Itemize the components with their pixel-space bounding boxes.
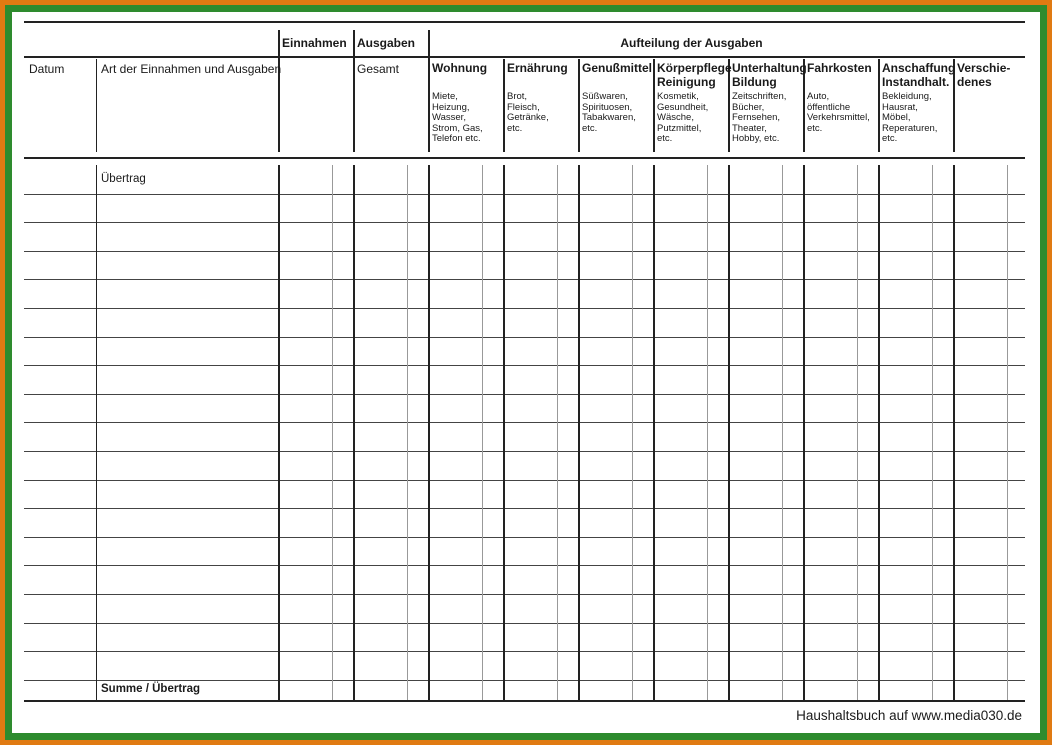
col-line-cents bbox=[407, 165, 408, 700]
col-line-cents bbox=[557, 165, 558, 700]
col-line-cents bbox=[482, 165, 483, 700]
top-rule bbox=[24, 21, 1025, 23]
col-line-art bbox=[96, 59, 97, 152]
col-line-ausgaben bbox=[353, 30, 355, 152]
header-rule bbox=[24, 56, 1025, 58]
row-line bbox=[24, 651, 1025, 652]
category-description bbox=[507, 92, 581, 134]
col-line-cents bbox=[932, 165, 933, 700]
row-line bbox=[24, 222, 1025, 223]
row-line bbox=[24, 365, 1025, 366]
category-title-line: Wohnung bbox=[432, 61, 488, 75]
footer-credit: Haushaltsbuch auf www.media030.de bbox=[796, 708, 1022, 723]
category-description bbox=[582, 92, 656, 134]
table-header-bottom-rule bbox=[24, 157, 1025, 159]
col-line-cents bbox=[332, 165, 333, 700]
category-title-line: Körperpflege bbox=[657, 61, 732, 75]
header-art: Art der Einnahmen und Ausgaben bbox=[101, 62, 282, 76]
category-description-line: Wasser, bbox=[432, 112, 466, 124]
row-line bbox=[24, 508, 1025, 509]
category-title bbox=[807, 61, 881, 75]
category-description-line: Hobby, etc. bbox=[732, 133, 780, 145]
col-line-cents bbox=[1007, 165, 1008, 700]
row-line bbox=[24, 537, 1025, 538]
category-description-line: Tabakwaren, bbox=[582, 112, 636, 124]
category-header bbox=[657, 61, 731, 145]
row-line bbox=[24, 451, 1025, 452]
category-title-line: Instandhalt. bbox=[882, 75, 950, 89]
category-title bbox=[582, 61, 656, 75]
header-gesamt: Gesamt bbox=[357, 62, 400, 76]
category-description-line: Verkehrsmittel, bbox=[807, 112, 870, 124]
row-line bbox=[24, 565, 1025, 566]
row-line bbox=[24, 623, 1025, 624]
col-line-category bbox=[953, 165, 955, 700]
category-description-line: Fleisch, bbox=[507, 101, 540, 113]
category-header bbox=[957, 61, 1031, 89]
col-line-category bbox=[578, 165, 580, 700]
category-description-line: Telefon etc. bbox=[432, 133, 481, 145]
col-line-category bbox=[653, 165, 655, 700]
row-uebertrag-label: Übertrag bbox=[101, 173, 146, 185]
category-description-line: Süßwaren, bbox=[582, 91, 628, 102]
col-line-cents bbox=[782, 165, 783, 700]
category-header bbox=[807, 61, 881, 134]
row-line bbox=[24, 480, 1025, 481]
category-description bbox=[882, 92, 956, 145]
category-description-line: Putzmittel, bbox=[657, 122, 702, 134]
category-description-line: Spirituosen, bbox=[582, 101, 633, 113]
category-description-line: Strom, Gas, bbox=[432, 122, 483, 134]
category-title-line: Reinigung bbox=[657, 75, 716, 89]
category-description-line: Hausrat, bbox=[882, 101, 918, 113]
header-ausgaben: Ausgaben bbox=[357, 36, 416, 50]
category-description-line: Theater, bbox=[732, 122, 767, 134]
category-title-line: Anschaffung bbox=[882, 61, 956, 75]
category-description-line: Auto, bbox=[807, 91, 830, 102]
row-line bbox=[24, 194, 1025, 195]
category-description-line: Reperaturen, bbox=[882, 122, 938, 134]
category-header bbox=[432, 61, 506, 145]
category-title-line: Genußmittel bbox=[582, 61, 653, 75]
category-description-line: Möbel, bbox=[882, 112, 911, 124]
category-header bbox=[732, 61, 806, 145]
category-description-line: Kosmetik, bbox=[657, 91, 699, 102]
category-title-line: Unterhaltung bbox=[732, 61, 807, 75]
col-line-category bbox=[803, 165, 805, 700]
category-description bbox=[657, 92, 731, 145]
col-line-cents bbox=[707, 165, 708, 700]
col-line-einnahmen bbox=[278, 165, 280, 700]
col-line-category bbox=[728, 165, 730, 700]
category-description-line: etc. bbox=[507, 122, 523, 134]
col-line-cents bbox=[857, 165, 858, 700]
row-line bbox=[24, 337, 1025, 338]
row-summe-label: Summe / Übertrag bbox=[101, 683, 201, 695]
category-title bbox=[882, 61, 956, 89]
col-line-category bbox=[503, 165, 505, 700]
col-line-cents bbox=[632, 165, 633, 700]
category-description-line: Getränke, bbox=[507, 112, 549, 124]
category-title bbox=[957, 61, 1031, 89]
category-title-line: denes bbox=[957, 75, 992, 89]
category-description bbox=[732, 92, 806, 145]
row-line bbox=[24, 279, 1025, 280]
col-line-category bbox=[428, 165, 430, 700]
category-description-line: Fernsehen, bbox=[732, 112, 781, 124]
category-description-line: etc. bbox=[882, 133, 898, 145]
category-description-line: etc. bbox=[807, 122, 823, 134]
col-line-einnahmen bbox=[278, 30, 280, 152]
row-line bbox=[24, 422, 1025, 423]
category-description-line: etc. bbox=[582, 122, 598, 134]
col-line-art bbox=[96, 165, 97, 700]
category-description-line: Gesundheit, bbox=[657, 101, 709, 113]
category-description-line: Zeitschriften, bbox=[732, 91, 787, 102]
category-description-line: Brot, bbox=[507, 91, 528, 102]
category-description-line: Bücher, bbox=[732, 101, 765, 113]
category-description bbox=[807, 92, 881, 134]
category-description-line: Wäsche, bbox=[657, 112, 694, 124]
category-description-line: Heizung, bbox=[432, 101, 470, 113]
category-title bbox=[432, 61, 506, 75]
category-header bbox=[582, 61, 656, 134]
col-line-ausgaben bbox=[353, 165, 355, 700]
header-datum: Datum bbox=[29, 62, 65, 76]
row-line bbox=[24, 308, 1025, 309]
category-header bbox=[882, 61, 956, 145]
header-einnahmen: Einnahmen bbox=[282, 36, 347, 50]
table-bottom-rule bbox=[24, 700, 1025, 702]
col-line-category bbox=[878, 165, 880, 700]
category-description-line: Miete, bbox=[432, 91, 458, 102]
category-title-line: Fahrkosten bbox=[807, 61, 872, 75]
category-title-line: Verschie- bbox=[957, 61, 1011, 75]
category-title bbox=[732, 61, 806, 89]
category-title bbox=[657, 61, 731, 89]
category-description-line: öffentliche bbox=[807, 101, 851, 113]
row-line bbox=[24, 594, 1025, 595]
category-description bbox=[432, 92, 506, 145]
header-aufteilung: Aufteilung der Ausgaben bbox=[620, 36, 763, 50]
row-line bbox=[24, 251, 1025, 252]
category-header bbox=[507, 61, 581, 134]
category-title-line: Bildung bbox=[732, 75, 777, 89]
category-title-line: Ernährung bbox=[507, 61, 568, 75]
row-line bbox=[24, 680, 1025, 681]
category-description-line: Bekleidung, bbox=[882, 91, 932, 102]
row-line bbox=[24, 394, 1025, 395]
category-description-line: etc. bbox=[657, 133, 673, 145]
category-title bbox=[507, 61, 581, 75]
